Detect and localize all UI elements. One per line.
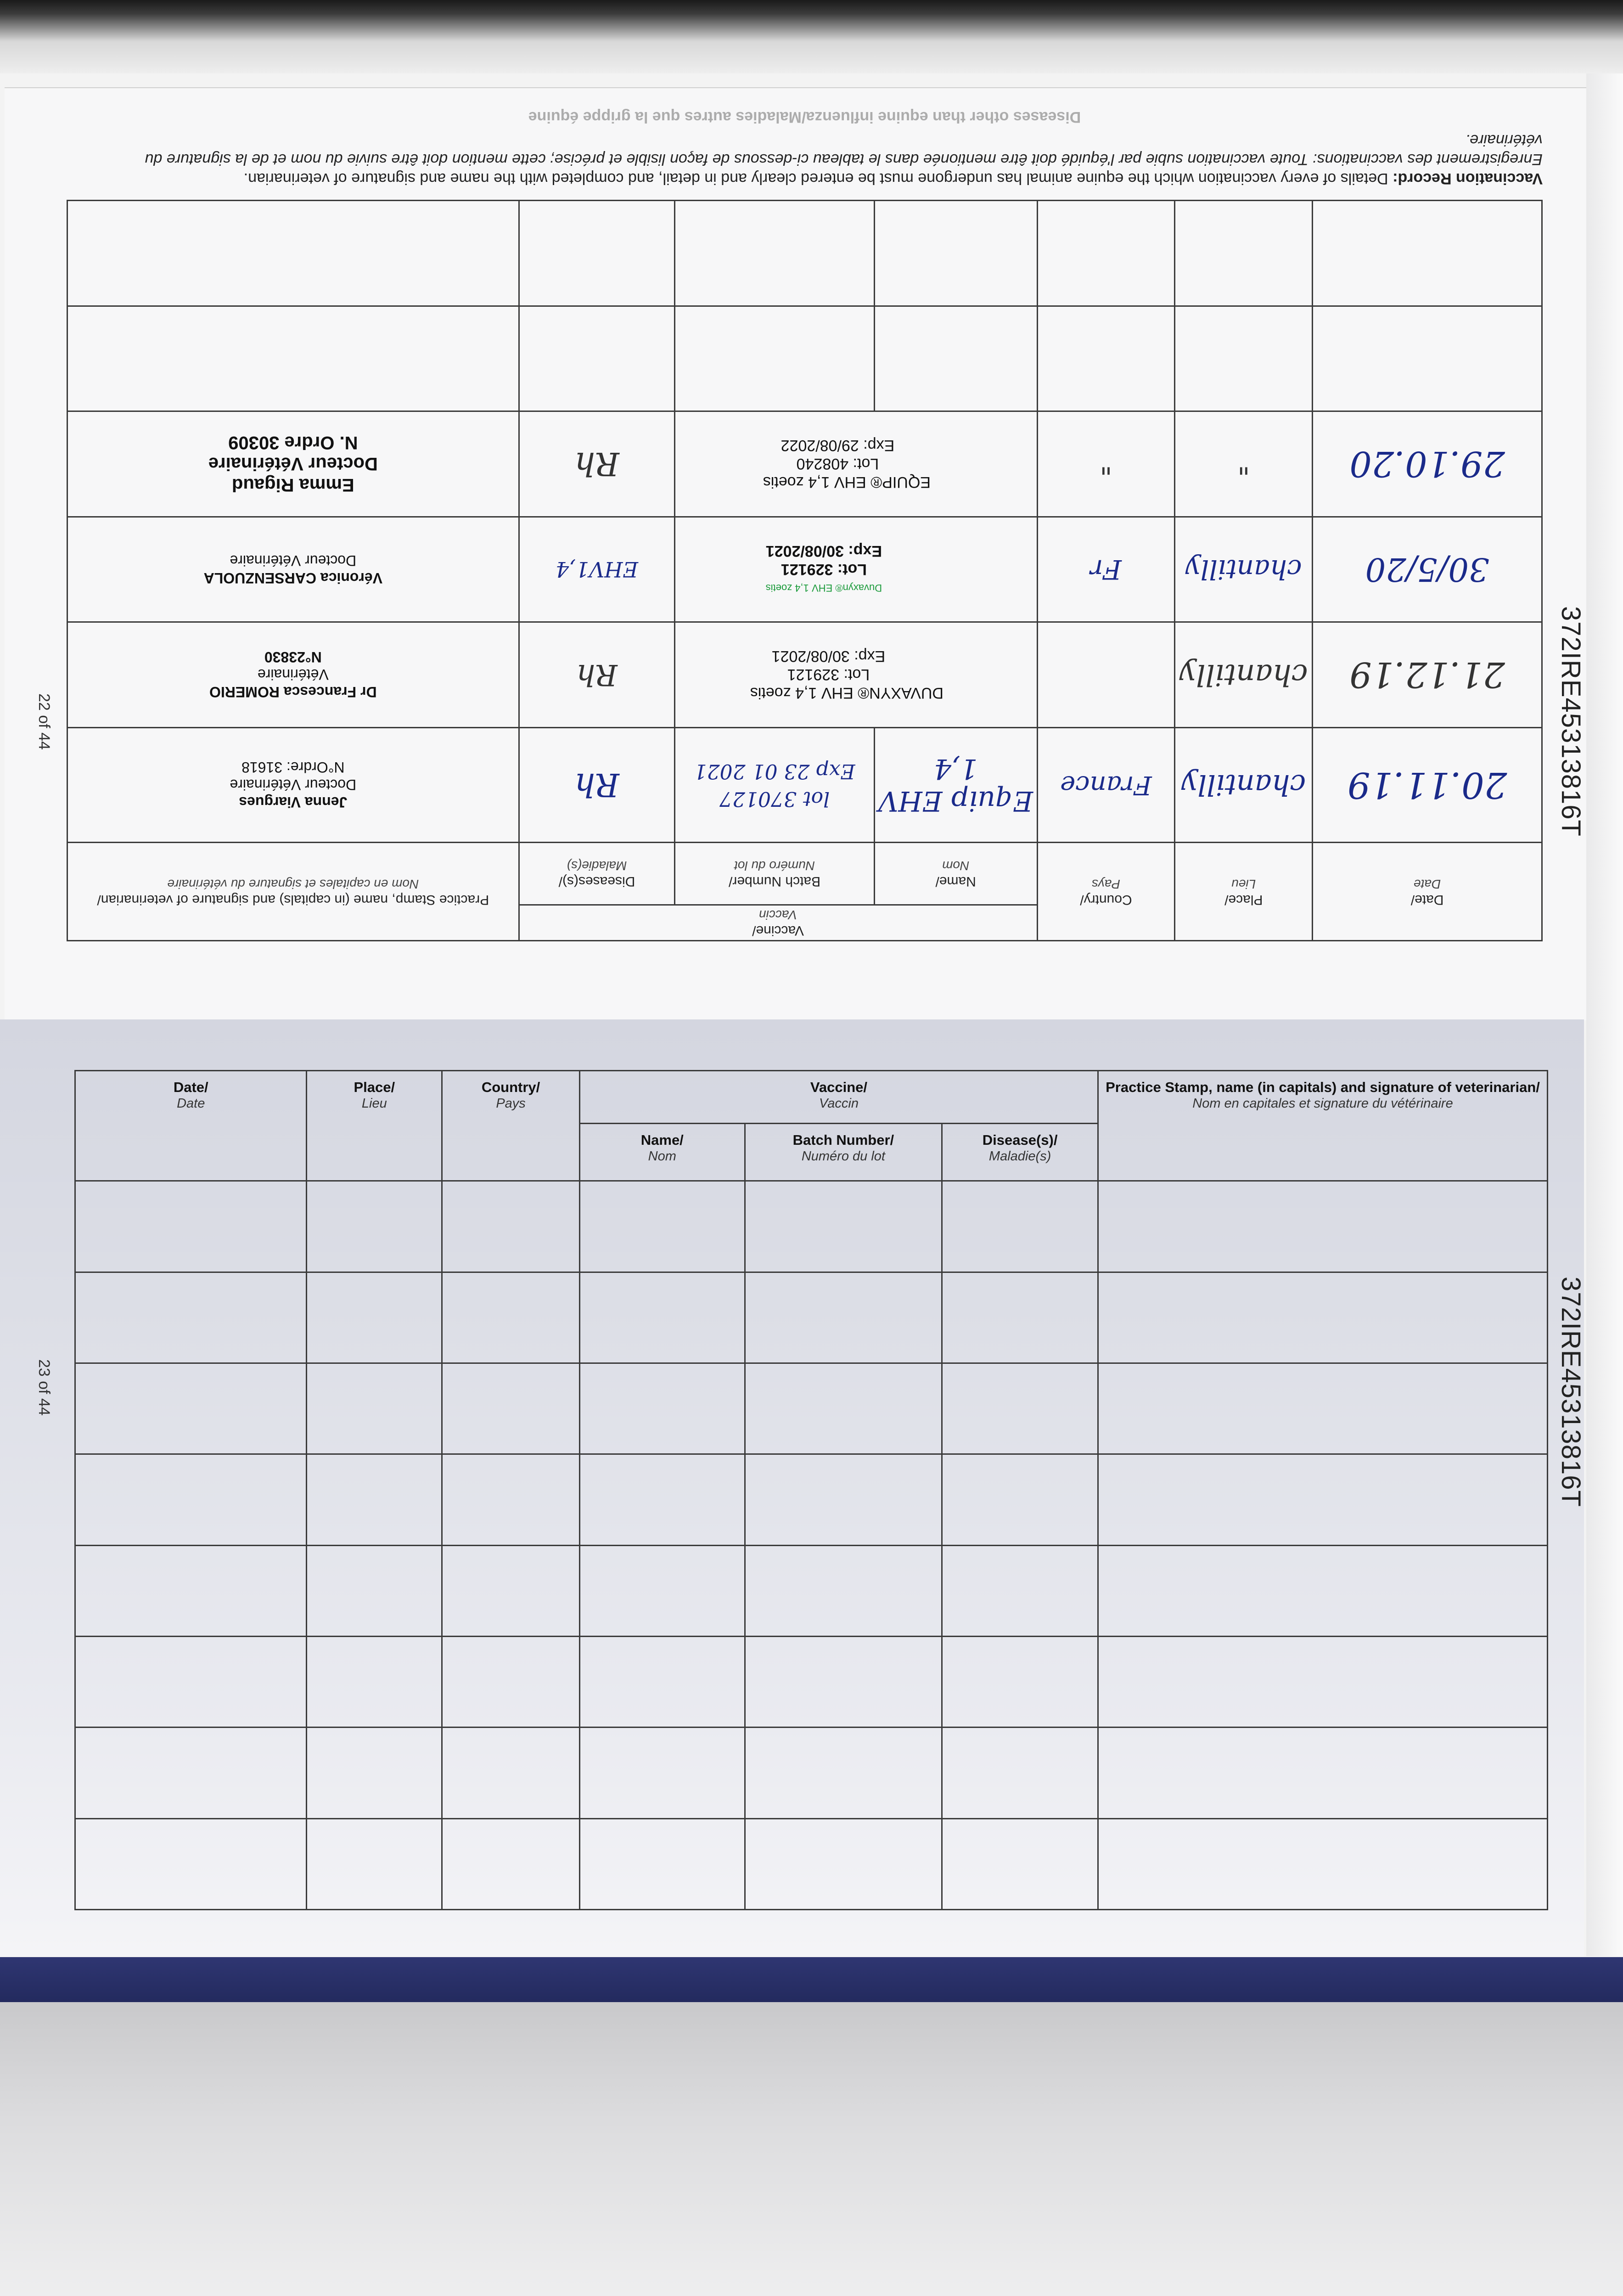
empty-cell[interactable] <box>442 1545 580 1636</box>
empty-cell[interactable] <box>942 1636 1098 1727</box>
table-row <box>75 1818 1548 1909</box>
passport-id-lower: 372IRE45313816T <box>1556 1277 1586 1507</box>
page-edge <box>1586 73 1623 1956</box>
empty-cell[interactable] <box>75 1636 307 1727</box>
scanner-bed <box>0 2002 1623 2296</box>
page-number-right: 23 of 44 <box>35 1359 53 1416</box>
empty-cell[interactable] <box>442 1636 580 1727</box>
empty-cell[interactable] <box>745 1363 942 1454</box>
vaccination-grid-lower <box>74 1070 1548 1910</box>
empty-cell[interactable] <box>579 1454 745 1545</box>
cell-place: chantilly <box>1175 517 1313 622</box>
table-row <box>67 727 1542 842</box>
empty-cell[interactable] <box>75 1454 307 1545</box>
empty-cell[interactable] <box>1098 1636 1547 1727</box>
table-row <box>75 1728 1548 1818</box>
empty-cell[interactable] <box>942 1728 1098 1818</box>
empty-cell[interactable] <box>942 1545 1098 1636</box>
empty-cell[interactable] <box>1098 1363 1547 1454</box>
empty-cell[interactable] <box>1098 1545 1547 1636</box>
cell-country: Fr <box>1037 517 1175 622</box>
empty-cell[interactable] <box>1098 1728 1547 1818</box>
cell-country: France <box>1037 727 1175 842</box>
empty-cell[interactable] <box>442 1272 580 1363</box>
empty-cell[interactable] <box>579 1181 745 1272</box>
cell-date: 30/5/20 <box>1313 517 1542 622</box>
header-name: Name/ Nom <box>874 843 1037 905</box>
header-date: Date/ Date <box>1313 843 1542 941</box>
empty-cell[interactable] <box>579 1818 745 1909</box>
empty-cell[interactable] <box>307 1818 442 1909</box>
empty-cell[interactable] <box>579 1272 745 1363</box>
table-row <box>67 517 1542 622</box>
empty-cell[interactable] <box>307 1454 442 1545</box>
empty-cell[interactable] <box>579 1363 745 1454</box>
cell-batch: lot 370127 Exp 23 01 2021 <box>675 727 875 842</box>
upper-vaccination-table <box>67 108 1543 941</box>
table-row <box>75 1545 1548 1636</box>
empty-cell[interactable] <box>307 1181 442 1272</box>
cell-disease: Rh <box>519 622 675 728</box>
vaccination-instructions: Vaccination Record: Details of every vaccination which the equine animal has undergone must be entered clearly and in detail, and completed with the name and signature of veterinarian. Enregistrement des vaccinations: Toute vaccination subie par l'équidé doit être mentionée dans le tableau ci-dessous de façon lisible et précise; cette mention doit être suivie du nom et de la signature du vétérinaire. Diseases other than equine influenza/Maladies autres que la grippe équine <box>145 108 1543 187</box>
header-country: Country/ Pays <box>442 1071 580 1181</box>
empty-cell[interactable] <box>1098 1818 1547 1909</box>
cell-vet-stamp: Emma Rigaud Docteur Vétérinaire N. Ordre 30309 <box>67 411 519 517</box>
cell-date: 20.11.19 <box>1313 727 1542 842</box>
cell-place: " <box>1175 411 1313 517</box>
empty-cell[interactable] <box>745 1272 942 1363</box>
cell-date: 29.10.20 <box>1313 411 1542 517</box>
cell-country: " <box>1037 411 1175 517</box>
table-row <box>75 1181 1548 1272</box>
cell-vet-stamp: Jenna Viargues Docteur Vétérinaire N°Ordre: 31618 <box>67 727 519 842</box>
empty-cell[interactable] <box>745 1728 942 1818</box>
empty-cell[interactable] <box>745 1454 942 1545</box>
empty-cell[interactable] <box>942 1181 1098 1272</box>
header-practice: Practice Stamp, name (in capitals) and signature of veterinarian/ Nom en capitales et signature du vétérinaire <box>67 843 519 941</box>
header-disease: Diseases(s)/ Maladie(s) <box>519 843 675 905</box>
empty-cell[interactable] <box>442 1818 580 1909</box>
cell-vet-stamp: Dr Francesca ROMERIO Vétérinaire N°23830 <box>67 622 519 728</box>
cell-disease: Rh <box>519 411 675 517</box>
empty-cell[interactable] <box>307 1636 442 1727</box>
header-practice: Practice Stamp, name (in capitals) and signature of veterinarian/ Nom en capitales et signature du vétérinaire <box>1098 1071 1547 1181</box>
header-batch: Batch Number/ Numéro du lot <box>745 1124 942 1181</box>
empty-cell[interactable] <box>745 1181 942 1272</box>
table-row <box>67 411 1542 517</box>
cell-place: chantilly <box>1175 727 1313 842</box>
empty-cell[interactable] <box>307 1728 442 1818</box>
table-row <box>67 306 1542 411</box>
header-batch: Batch Number/ Numéro du lot <box>675 843 875 905</box>
cell-vet-stamp: Véronica CARSENZUOLA Docteur Vétérinaire <box>67 517 519 622</box>
table-row <box>75 1636 1548 1727</box>
table-row <box>67 201 1542 306</box>
empty-cell[interactable] <box>442 1363 580 1454</box>
empty-cell[interactable] <box>75 1545 307 1636</box>
cell-disease: EHV1,4 <box>519 517 675 622</box>
header-place: Place/ Lieu <box>1175 843 1313 941</box>
header-date: Date/ Date <box>75 1071 307 1181</box>
passport-id-upper: 372IRE45313816T <box>1556 606 1586 837</box>
empty-cell[interactable] <box>1098 1454 1547 1545</box>
empty-cell[interactable] <box>75 1363 307 1454</box>
vaccine-sticker: DUVAXYN® EHV 1,4 zoetis Lot: 329121 Exp: 30/08/2021 <box>675 622 1037 728</box>
table-row <box>67 622 1542 728</box>
header-vaccine: Vaccine/ Vaccin <box>579 1071 1098 1124</box>
empty-cell[interactable] <box>442 1454 580 1545</box>
vaccination-grid-upper <box>67 200 1543 941</box>
header-disease: Disease(s)/ Maladie(s) <box>942 1124 1098 1181</box>
empty-cell[interactable] <box>579 1636 745 1727</box>
table-row <box>75 1454 1548 1545</box>
page-number-left: 22 of 44 <box>35 693 53 750</box>
header-country: Country/ Pays <box>1037 843 1175 941</box>
vaccine-sticker: Duvaxyn® EHV 1,4 zoetis Lot: 329121 Exp: 30/08/2021 <box>675 517 1037 622</box>
empty-cell[interactable] <box>307 1545 442 1636</box>
table-row <box>75 1272 1548 1363</box>
empty-cell[interactable] <box>442 1181 580 1272</box>
empty-cell[interactable] <box>75 1272 307 1363</box>
vaccine-sticker: EQUIP® EHV 1,4 zoetis Lot: 408240 Exp: 29/08/2022 <box>675 411 1037 517</box>
lower-table-body <box>75 1181 1548 1910</box>
empty-cell[interactable] <box>1098 1272 1547 1363</box>
empty-cell[interactable] <box>745 1818 942 1909</box>
header-vaccine: Vaccine/ Vaccin <box>519 905 1037 940</box>
cell-vaccine-name: Equip EHV 1,4 <box>874 727 1037 842</box>
empty-cell[interactable] <box>745 1545 942 1636</box>
empty-cell[interactable] <box>75 1728 307 1818</box>
empty-cell[interactable] <box>1098 1181 1547 1272</box>
header-place: Place/ Lieu <box>307 1071 442 1181</box>
empty-cell[interactable] <box>942 1363 1098 1454</box>
scanner-top-shadow <box>0 0 1623 73</box>
passport-cover-edge <box>0 1957 1623 2002</box>
empty-cell[interactable] <box>579 1545 745 1636</box>
empty-cell[interactable] <box>307 1272 442 1363</box>
empty-cell[interactable] <box>307 1363 442 1454</box>
cell-disease: Rh <box>519 727 675 842</box>
cell-country <box>1037 622 1175 728</box>
cell-place: chantilly <box>1175 622 1313 728</box>
empty-cell[interactable] <box>579 1728 745 1818</box>
empty-cell[interactable] <box>442 1728 580 1818</box>
header-name: Name/ Nom <box>579 1124 745 1181</box>
empty-cell[interactable] <box>745 1636 942 1727</box>
empty-cell[interactable] <box>75 1818 307 1909</box>
empty-cell[interactable] <box>942 1272 1098 1363</box>
empty-cell[interactable] <box>942 1818 1098 1909</box>
table-row <box>75 1363 1548 1454</box>
empty-cell[interactable] <box>942 1454 1098 1545</box>
cell-date: 21.12.19 <box>1313 622 1542 728</box>
empty-cell[interactable] <box>75 1181 307 1272</box>
